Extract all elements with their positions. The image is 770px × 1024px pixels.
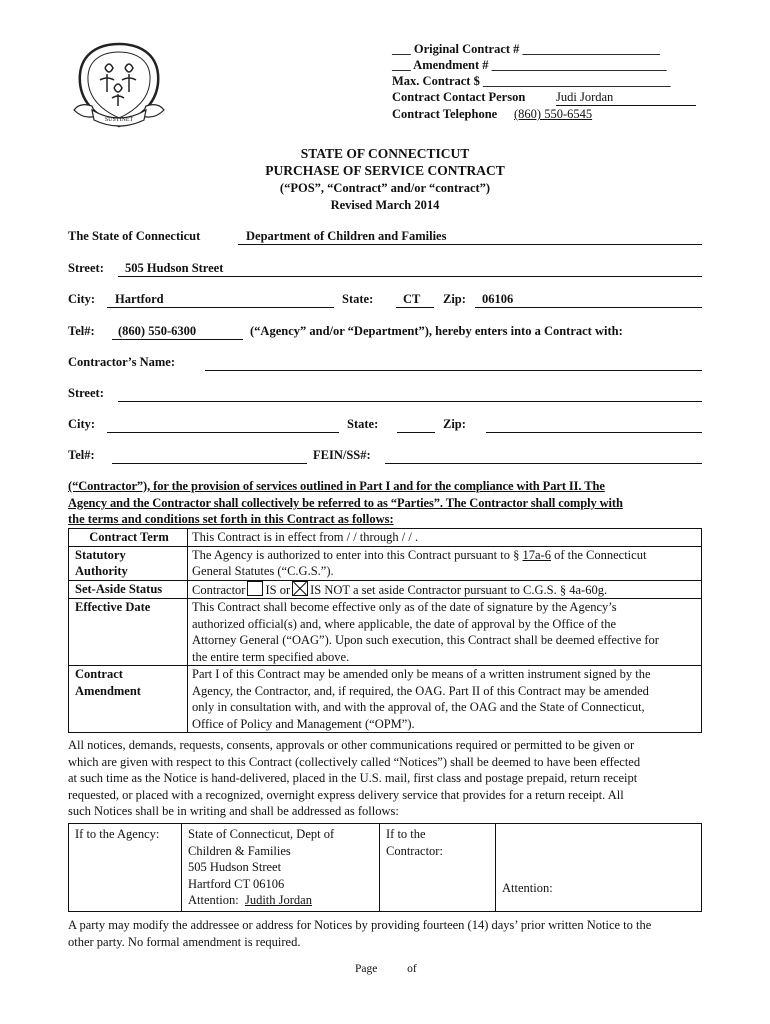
notices-line-5: such Notices shall be in writing and shall be addressed as follows:	[68, 804, 399, 818]
agency-street-label: Street:	[68, 261, 104, 275]
amendment-label	[69, 666, 188, 733]
effective-row	[69, 599, 702, 666]
contractor-fein-label: FEIN/SS#:	[313, 448, 371, 462]
setaside-is-or: IS or	[265, 582, 291, 597]
statutory-text-post: of the Connecticut	[554, 547, 647, 562]
contractor-state-label: State:	[347, 417, 379, 431]
page-label: Page	[355, 963, 378, 975]
contact-person-text: Judi Jordan	[556, 90, 614, 104]
contractor-tel-label: Tel#:	[68, 448, 95, 462]
effective-line-4: the entire term specified above.	[192, 649, 350, 664]
contractor-city-label: City:	[68, 417, 96, 431]
contract-terms-table	[68, 528, 702, 733]
setaside-label: Set-Aside Status	[69, 580, 188, 599]
preamble-line-1: (“Contractor”), for the provision of services outlined in Part I and for the compliance with Part II. The	[68, 479, 605, 493]
contact-person-value[interactable]	[556, 90, 696, 106]
agency-tel-value[interactable]: (860) 550-6300	[118, 324, 197, 338]
notice-agency-address	[182, 824, 380, 912]
amend-line-2: Agency, the Contractor, and, if required, the OAG. Part II of this Contract may be amended	[192, 683, 649, 698]
contractor-attn: Attention:	[502, 881, 553, 895]
title-aliases: (“POS”, “Contract” and/or “contract”)	[279, 181, 491, 195]
department-value[interactable]: Department of Children and Families	[246, 229, 447, 243]
amendment-row	[69, 666, 702, 733]
setaside-text	[188, 580, 702, 599]
contractor-zip-label: Zip:	[443, 417, 466, 431]
notices-line-1: All notices, demands, requests, consents, approvals or other communications required or permitted to be given or	[68, 738, 635, 752]
notice-contractor-address[interactable]	[496, 824, 702, 912]
max-contract-line[interactable]: Max. Contract $ ______________________________	[392, 74, 671, 88]
setaside-isnot: IS NOT a set aside Contractor pursuant to C.G.S. § 4a-60g.	[310, 582, 608, 597]
agency-state-label: State:	[342, 292, 374, 306]
contractor-tel-field[interactable]	[112, 463, 307, 464]
state-label: The State of Connecticut	[68, 229, 201, 243]
of-label: of	[407, 963, 417, 975]
notice-agency-label: If to the Agency:	[69, 824, 182, 912]
agency-zip-label: Zip:	[443, 292, 466, 306]
title-state: STATE OF CONNECTICUT	[300, 146, 470, 161]
contact-phone-label: Contract Telephone	[392, 107, 498, 121]
agency-city-label: City:	[68, 292, 96, 306]
amend-line-4: Office of Policy and Management (“OPM”).	[192, 716, 415, 731]
contract-term-text[interactable]: This Contract is in effect from / / through / / .	[188, 529, 702, 547]
agency-city-underline	[107, 307, 334, 308]
agency-city-value[interactable]: Hartford	[115, 292, 164, 306]
setaside-isnot-checkbox[interactable]	[292, 581, 308, 596]
notice-address-table	[68, 823, 702, 912]
amend-line-1: Part I of this Contract may be amended only be means of a written instrument signed by the	[192, 667, 651, 681]
agency-enters-text: (“Agency” and/or “Department”), hereby enters into a Contract with:	[250, 324, 623, 338]
notices-line-2: which are given with respect to this Contract (collectively called “Notices”) shall be deemed to have been effected	[68, 754, 641, 769]
agency-tel-label: Tel#:	[68, 324, 95, 338]
amendment-line[interactable]: ___ Amendment # ____________________________	[392, 58, 667, 72]
state-seal	[70, 40, 168, 132]
amendment-label-2: Amendment	[75, 683, 141, 698]
contract-term-row	[69, 529, 702, 547]
preamble-line-3: the terms and conditions set forth in this Contract as follows:	[68, 512, 394, 526]
effective-text	[188, 599, 702, 666]
statutory-row	[69, 546, 702, 580]
contractor-street-field[interactable]	[118, 401, 702, 402]
original-contract-line[interactable]: ___ Original Contract # ______________________	[392, 42, 661, 56]
footer-line-1: A party may modify the addressee or address for Notices by providing fourteen (14) days’ prior written Notice to the	[68, 918, 652, 932]
amendment-label-1: Contract	[75, 667, 123, 681]
contractor-zip-field[interactable]	[486, 432, 702, 433]
page-number	[355, 963, 417, 975]
notices-line-3: at such time as the Notice is hand-delivered, placed in the U.S. mail, first class and postage prepaid, return receipt	[68, 771, 638, 785]
setaside-contractor: Contractor	[192, 582, 246, 597]
contractor-label-2: Contractor:	[386, 843, 443, 858]
contact-person-label: Contract Contact Person	[392, 90, 526, 104]
effective-line-3: Attorney General (“OAG”). Upon such execution, this Contract shall be deemed effective for	[192, 633, 659, 647]
svg-text:SUSTINET: SUSTINET	[104, 117, 134, 123]
agency-addr-1: State of Connecticut, Dept of	[188, 827, 335, 841]
effective-line-1: This Contract shall become effective only as of the date of signature by the Agency’s	[192, 600, 617, 614]
amend-line-3: only in consultation with, and with the approval of, the OAG and the State of Connecticut,	[192, 700, 645, 714]
agency-attn-name[interactable]: Judith Jordan	[244, 893, 312, 907]
agency-state-value[interactable]: CT	[403, 292, 421, 306]
agency-addr-2: Children & Families	[188, 843, 291, 858]
contractor-name-label: Contractor’s Name:	[68, 355, 176, 369]
agency-state-underline	[396, 307, 434, 308]
statutory-label	[69, 546, 188, 580]
contractor-city-field[interactable]	[107, 432, 339, 433]
contractor-name-field[interactable]	[205, 370, 702, 371]
agency-addr-3: 505 Hudson Street	[188, 860, 282, 874]
contact-person-row	[392, 90, 525, 105]
department-underline	[238, 244, 702, 245]
agency-street-value[interactable]: 505 Hudson Street	[125, 261, 224, 275]
statutory-label-2: Authority	[75, 564, 128, 578]
contact-phone-value[interactable]: (860) 550-6545	[514, 107, 593, 121]
statutory-label-1: Statutory	[75, 547, 126, 562]
contractor-state-field[interactable]	[397, 432, 435, 433]
agency-addr-4: Hartford CT 06106	[188, 876, 285, 891]
footer-paragraph	[68, 917, 651, 950]
preamble-line-2: Agency and the Contractor shall collectively be referred to as “Parties”. The Contractor shall comply with	[68, 496, 623, 510]
statutory-text	[188, 546, 702, 580]
effective-label: Effective Date	[69, 599, 188, 666]
agency-zip-underline	[475, 307, 702, 308]
notices-paragraph	[68, 737, 640, 820]
statutory-link[interactable]: 17a-6	[522, 547, 551, 562]
footer-line-2: other party. No formal amendment is required.	[68, 934, 301, 949]
title-revised: Revised March 2014	[330, 198, 440, 212]
effective-line-2: authorized official(s) and, where applicable, the date of approval by the Office of the	[192, 616, 617, 631]
setaside-row	[69, 580, 702, 599]
contractor-street-label: Street:	[68, 386, 104, 400]
agency-street-underline	[118, 276, 702, 277]
agency-attn-label: Attention:	[188, 893, 239, 907]
setaside-is-checkbox[interactable]	[247, 581, 263, 596]
contract-term-label: Contract Term	[69, 529, 188, 547]
statutory-text-pre: The Agency is authorized to enter into this Contract pursuant to §	[192, 547, 520, 562]
contractor-fein-field[interactable]	[385, 463, 702, 464]
statutory-text-2: General Statutes (“C.G.S.”).	[192, 564, 334, 578]
agency-tel-underline	[112, 339, 243, 340]
title-contract: PURCHASE OF SERVICE CONTRACT	[265, 163, 505, 178]
notice-contractor-label	[380, 824, 496, 912]
amendment-text	[188, 666, 702, 733]
contractor-label-1: If to the	[386, 827, 426, 841]
agency-attn	[188, 892, 373, 909]
notices-line-4: requested, or placed with a recognized, overnight express delivery service that provides for a return receipt. All	[68, 787, 624, 802]
agency-zip-value[interactable]: 06106	[482, 292, 514, 306]
